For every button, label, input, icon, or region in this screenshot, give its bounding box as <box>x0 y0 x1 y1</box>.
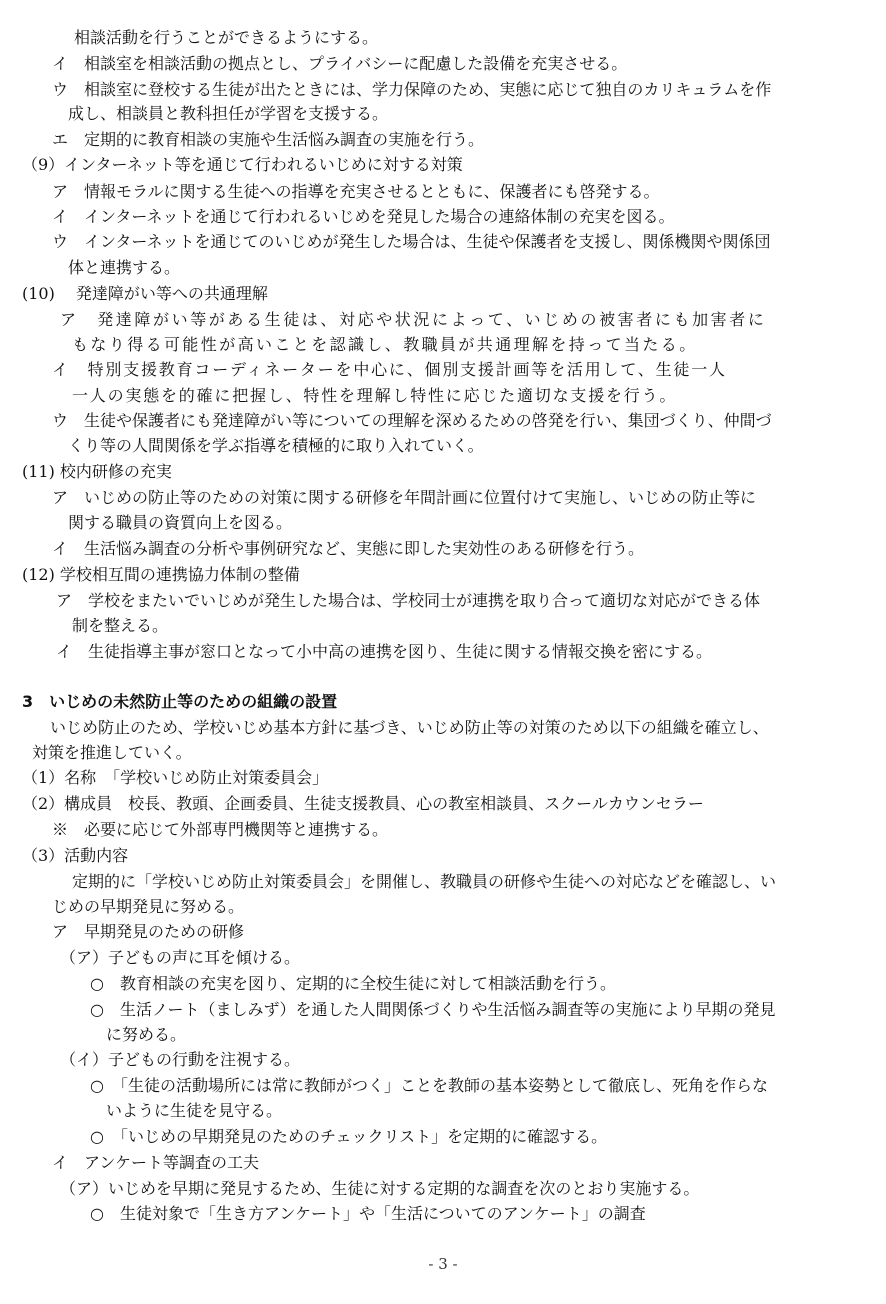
text-line: 相談活動を行うことができるようにする。 <box>74 28 379 47</box>
text-line: ○ 生徒対象で「生き方アンケート」や「生活についてのアンケート」の調査 <box>90 1204 646 1223</box>
text-line: ウ インターネットを通じてのいじめが発生した場合は、生徒や保護者を支援し、関係機関や関係団 <box>52 232 771 251</box>
text-line: ア 学校をまたいでいじめが発生した場合は、学校同士が連携を取り合って適切な対応ができる体 <box>56 591 761 610</box>
text-line: イ 生徒指導主事が窓口となって小中高の連携を図り、生徒に関する情報交換を密にする。 <box>56 642 713 661</box>
text-line: 一人の実態を的確に把握し、特性を理解し特性に応じた適切な支援を行う。 <box>72 386 678 405</box>
text-line: 定期的に「学校いじめ防止対策委員会」を開催し、教職員の研修や生徒への対応などを確認し、い <box>72 872 777 891</box>
section-heading: （1）名称 「学校いじめ防止対策委員会」 <box>22 768 329 787</box>
text-line: いじめ防止のため、学校いじめ基本方針に基づき、いじめ防止等の対策のため以下の組織を確立し、 <box>50 718 769 737</box>
text-line: に努める。 <box>106 1025 187 1044</box>
text-line: ※ 必要に応じて外部専門機関等と連携する。 <box>52 820 389 839</box>
text-line: エ 定期的に教育相談の実施や生活悩み調査の実施を行う。 <box>52 130 485 149</box>
text-line: ア 早期発見のための研修 <box>52 922 245 941</box>
text-line: ウ 相談室に登校する生徒が出たときには、学力保障のため、実態に応じて独自のカリキュラムを作 <box>52 80 772 99</box>
text-line: イ 相談室を相談活動の拠点とし、プライバシーに配慮した設備を充実させる。 <box>52 54 628 73</box>
text-line: ○ 教育相談の充実を図り、定期的に全校生徒に対して相談活動を行う。 <box>90 974 616 993</box>
text-line: イ 特別支援教育コーディネーターを中心に、個別支援計画等を活用して、生徒一人 <box>52 360 727 379</box>
text-line: ○ 生活ノート（ましみず）を通した人間関係づくりや生活悩み調査等の実施により早期の発見 <box>90 1000 776 1019</box>
text-line: 成し、相談員と教科担任が学習を支援する。 <box>68 104 389 123</box>
chapter-heading: 3 いじめの未然防止等のための組織の設置 <box>22 692 338 711</box>
text-line: ○ 「生徒の活動場所には常に教師がつく」ことを教師の基本姿勢として徹底し、死角を作らな <box>90 1076 768 1095</box>
section-heading: (11) 校内研修の充実 <box>22 462 172 481</box>
text-line: くり等の人間関係を学ぶ指導を積極的に取り入れていく。 <box>68 436 484 455</box>
text-line: ア 発達障がい等がある生徒は、対応や状況によって、いじめの被害者にも加害者に <box>60 310 767 329</box>
text-line: イ アンケート等調査の工夫 <box>52 1153 260 1172</box>
text-line: ウ 生徒や保護者にも発達障がい等についての理解を深めるための啓発を行い、集団づくり、仲間づ <box>52 411 772 430</box>
text-line: もなり得る可能性が高いことを認識し、教職員が共通理解を持って当たる。 <box>72 335 698 354</box>
text-line: 制を整える。 <box>72 616 169 635</box>
text-line: ア 情報モラルに関する生徒への指導を充実させるとともに、保護者にも啓発する。 <box>52 182 660 201</box>
section-heading: (12) 学校相互間の連携協力体制の整備 <box>22 565 300 584</box>
text-line: （イ）子どもの行動を注視する。 <box>60 1050 301 1069</box>
text-line: 関する職員の資質向上を図る。 <box>68 513 293 532</box>
section-heading: （2）構成員 校長、教頭、企画委員、生徒支援教員、心の教室相談員、スクールカウンセラー <box>22 794 704 813</box>
text-line: ○ 「いじめの早期発見のためのチェックリスト」を定期的に確認する。 <box>90 1127 608 1146</box>
section-heading: （9）インターネット等を通じて行われるいじめに対する対策 <box>22 155 463 174</box>
text-line: じめの早期発見に努める。 <box>52 897 245 916</box>
text-line: （ア）いじめを早期に発見するため、生徒に対する定期的な調査を次のとおり実施する。 <box>60 1179 700 1198</box>
text-line: 対策を推進していく。 <box>32 743 192 762</box>
text-line: イ インターネットを通じて行われるいじめを発見した場合の連絡体制の充実を図る。 <box>52 207 675 226</box>
text-line: ア いじめの防止等のための対策に関する研修を年間計画に位置付けて実施し、いじめの防止等に <box>52 488 757 507</box>
section-heading: (10) 発達障がい等への共通理解 <box>22 284 268 303</box>
section-heading: （3）活動内容 <box>22 846 129 865</box>
text-line: 体と連携する。 <box>68 258 181 277</box>
page-number: - 3 - <box>428 1255 458 1273</box>
text-line: イ 生活悩み調査の分析や事例研究など、実態に即した実効性のある研修を行う。 <box>52 539 645 558</box>
text-line: いように生徒を見守る。 <box>106 1101 283 1120</box>
text-line: （ア）子どもの声に耳を傾ける。 <box>60 948 301 967</box>
